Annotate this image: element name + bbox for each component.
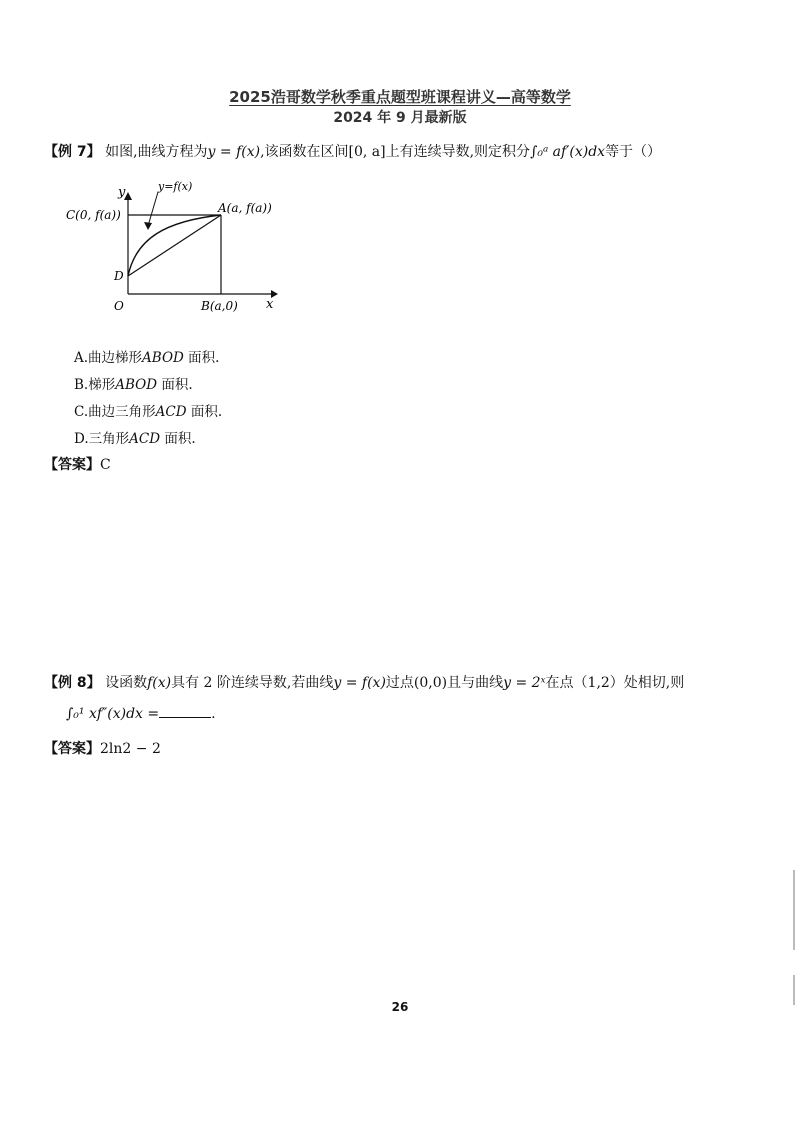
option-a bbox=[74, 346, 219, 366]
option-a-suffix: 面积. bbox=[188, 350, 220, 366]
answer-blank bbox=[159, 705, 211, 718]
option-d-label: D.三角形 bbox=[74, 431, 130, 447]
option-d-shape: ACD bbox=[129, 431, 161, 447]
option-b-shape: ABOD bbox=[115, 377, 158, 393]
example-7-answer-value: C bbox=[100, 457, 111, 473]
example-8-fx: f(x) bbox=[147, 675, 172, 691]
example-8-text3: 过点 bbox=[385, 675, 414, 691]
option-d-suffix: 面积. bbox=[164, 431, 196, 447]
example-7-text1: 如图,曲线方程为 bbox=[105, 144, 208, 160]
example-7-text4: 等于（） bbox=[605, 144, 662, 160]
point-C-label: C(0, f(a)) bbox=[66, 208, 121, 222]
x-axis-label: x bbox=[266, 297, 274, 312]
example-8-end: . bbox=[211, 706, 216, 722]
option-b-label: B.梯形 bbox=[74, 377, 116, 393]
document-header-edition: 2024 年 9 月最新版 bbox=[333, 110, 467, 126]
option-b-suffix: 面积. bbox=[161, 377, 193, 393]
point-D-label: D bbox=[114, 269, 124, 283]
option-b bbox=[74, 373, 193, 393]
curve-pointer-line bbox=[148, 192, 158, 226]
curve-label: y=f(x) bbox=[158, 180, 193, 193]
example-7-figure bbox=[66, 176, 286, 316]
point-A-label: A(a, f(a)) bbox=[218, 201, 272, 215]
example-7-answer bbox=[44, 454, 111, 474]
example-8-eq1: y = f(x) bbox=[333, 675, 386, 691]
example-7-text2: ,该函数在区间 bbox=[260, 144, 349, 160]
example-7-answer-tag: 【答案】 bbox=[44, 457, 100, 473]
document-header-title: 2025浩哥数学秋季重点题型班课程讲义—高等数学 bbox=[229, 88, 571, 106]
example-8-text4: 且与曲线 bbox=[447, 675, 504, 691]
option-a-shape: ABOD bbox=[142, 350, 184, 366]
option-c-shape: ACD bbox=[155, 404, 187, 420]
option-d bbox=[74, 427, 196, 447]
example-8-tag: 【例 8】 bbox=[44, 675, 101, 691]
example-7-equation: y = f(x) bbox=[207, 144, 261, 160]
scan-edge-mark bbox=[793, 870, 795, 950]
example-7-tag: 【例 7】 bbox=[44, 144, 101, 160]
point-B-label: B(a,0) bbox=[201, 299, 238, 313]
example-7-question bbox=[44, 141, 661, 161]
example-8-answer-value: 2ln2 − 2 bbox=[100, 741, 161, 757]
example-8-answer bbox=[44, 738, 161, 758]
curve-pointer-arrow-icon bbox=[144, 222, 152, 230]
scan-edge-mark bbox=[793, 975, 795, 1005]
example-8-answer-tag: 【答案】 bbox=[44, 741, 100, 757]
y-axis-label: y bbox=[118, 185, 126, 200]
option-c-suffix: 面积. bbox=[190, 404, 223, 420]
example-7-interval: [0, a] bbox=[348, 144, 386, 160]
example-8-point: (0,0) bbox=[413, 675, 448, 691]
example-8-text1: 设函数 bbox=[105, 675, 148, 691]
option-c bbox=[74, 400, 222, 420]
example-8-text2: 具有 2 阶连续导数,若曲线 bbox=[171, 675, 334, 691]
example-8-eq2: y = 2ˣ bbox=[503, 675, 546, 691]
example-7-integral: ∫₀ᵃ af′(x)dx bbox=[530, 144, 606, 160]
example-7-text3: 上有连续导数,则定积分 bbox=[385, 144, 531, 160]
example-8-integral-line bbox=[66, 705, 216, 722]
option-c-label: C.曲边三角形 bbox=[74, 404, 156, 420]
example-8-integral: ∫₀¹ xf″(x)dx = bbox=[66, 706, 160, 722]
example-8-question bbox=[44, 672, 684, 692]
option-a-label: A.曲边梯形 bbox=[74, 350, 143, 366]
point-O-label: O bbox=[114, 299, 124, 313]
page-number: 26 bbox=[391, 1000, 409, 1014]
example-8-text5: 在点（1,2）处相切,则 bbox=[545, 675, 685, 691]
